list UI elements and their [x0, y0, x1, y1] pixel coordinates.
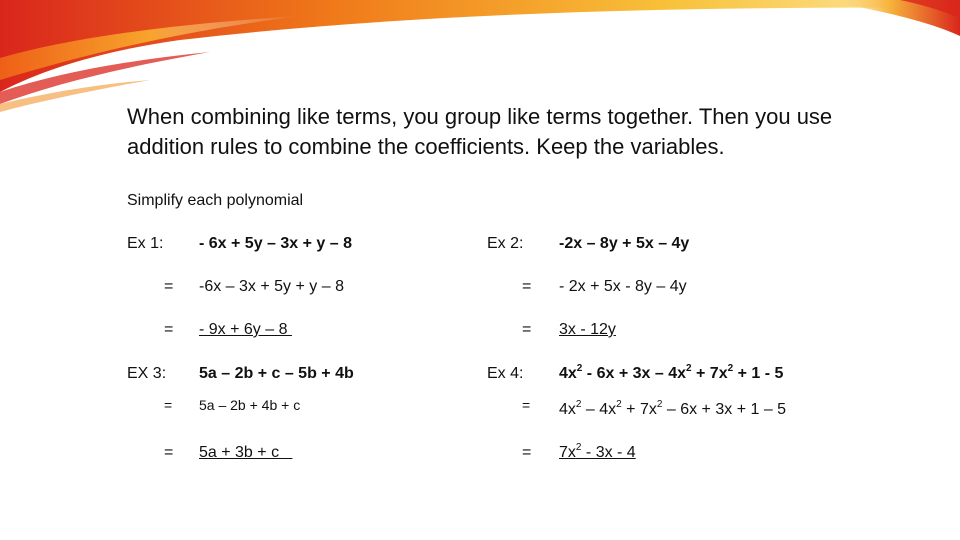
- ex4-result: $7x^2 - 3x - 4$: [559, 442, 636, 461]
- exponent: 2: [616, 399, 622, 410]
- exponent: 2: [727, 363, 734, 374]
- ex3-step1: 5a – 2b + 4b + c: [199, 397, 301, 413]
- exponent: 2: [656, 399, 663, 410]
- ex3-label: EX 3:: [127, 365, 167, 382]
- ex1-step2-equals: =: [164, 321, 174, 338]
- ex4-step1: $4x^2 - 4x^2 + 7x^2 - 6x + 3x + 1 - 5$: [559, 399, 787, 418]
- intro-line-1: When combining like terms, you group like terms together. Then you use: [127, 104, 833, 129]
- exponent: 2: [575, 442, 582, 453]
- ex1-step1-equals: =: [164, 278, 174, 295]
- exponent: 2: [576, 363, 583, 374]
- ex2-step1-equals: =: [522, 278, 532, 295]
- ex4-expression: $4x^2 - 6x + 3x - 4x^2 + 7x^2 + 1 - 5$: [559, 363, 784, 382]
- exponent: 2: [686, 363, 692, 374]
- ex2-step2-equals: =: [522, 321, 532, 338]
- ex3-result: 5a + 3b + c: [199, 444, 293, 461]
- ex1-result: - 9x + 6y – 8: [199, 321, 292, 338]
- exponent: 2: [575, 399, 582, 410]
- section-subheading: Simplify each polynomial: [127, 192, 304, 209]
- ex2-result: 3x - 12y: [559, 321, 616, 338]
- ex1-expression: - 6x + 5y – 3x + y – 8: [199, 235, 353, 252]
- ex2-step1: - 2x + 5x - 8y – 4y: [559, 278, 687, 295]
- intro-line-2: addition rules to combine the coefficients. Keep the variables.: [127, 134, 725, 159]
- ex1-label: Ex 1:: [127, 235, 164, 252]
- ex3-step2-equals: =: [164, 444, 174, 461]
- ex3-step1-equals: =: [164, 397, 173, 413]
- ex4-step1-equals: =: [522, 397, 531, 413]
- ex4-step2-equals: =: [522, 444, 532, 461]
- ex1-step1: -6x – 3x + 5y + y – 8: [199, 278, 344, 295]
- ex2-expression: -2x – 8y + 5x – 4y: [559, 235, 690, 252]
- ex4-label: Ex 4:: [487, 365, 524, 382]
- intro-text: [127, 102, 927, 162]
- ex2-label: Ex 2:: [487, 235, 524, 252]
- ex3-expression: 5a – 2b + c – 5b + 4b: [199, 365, 354, 382]
